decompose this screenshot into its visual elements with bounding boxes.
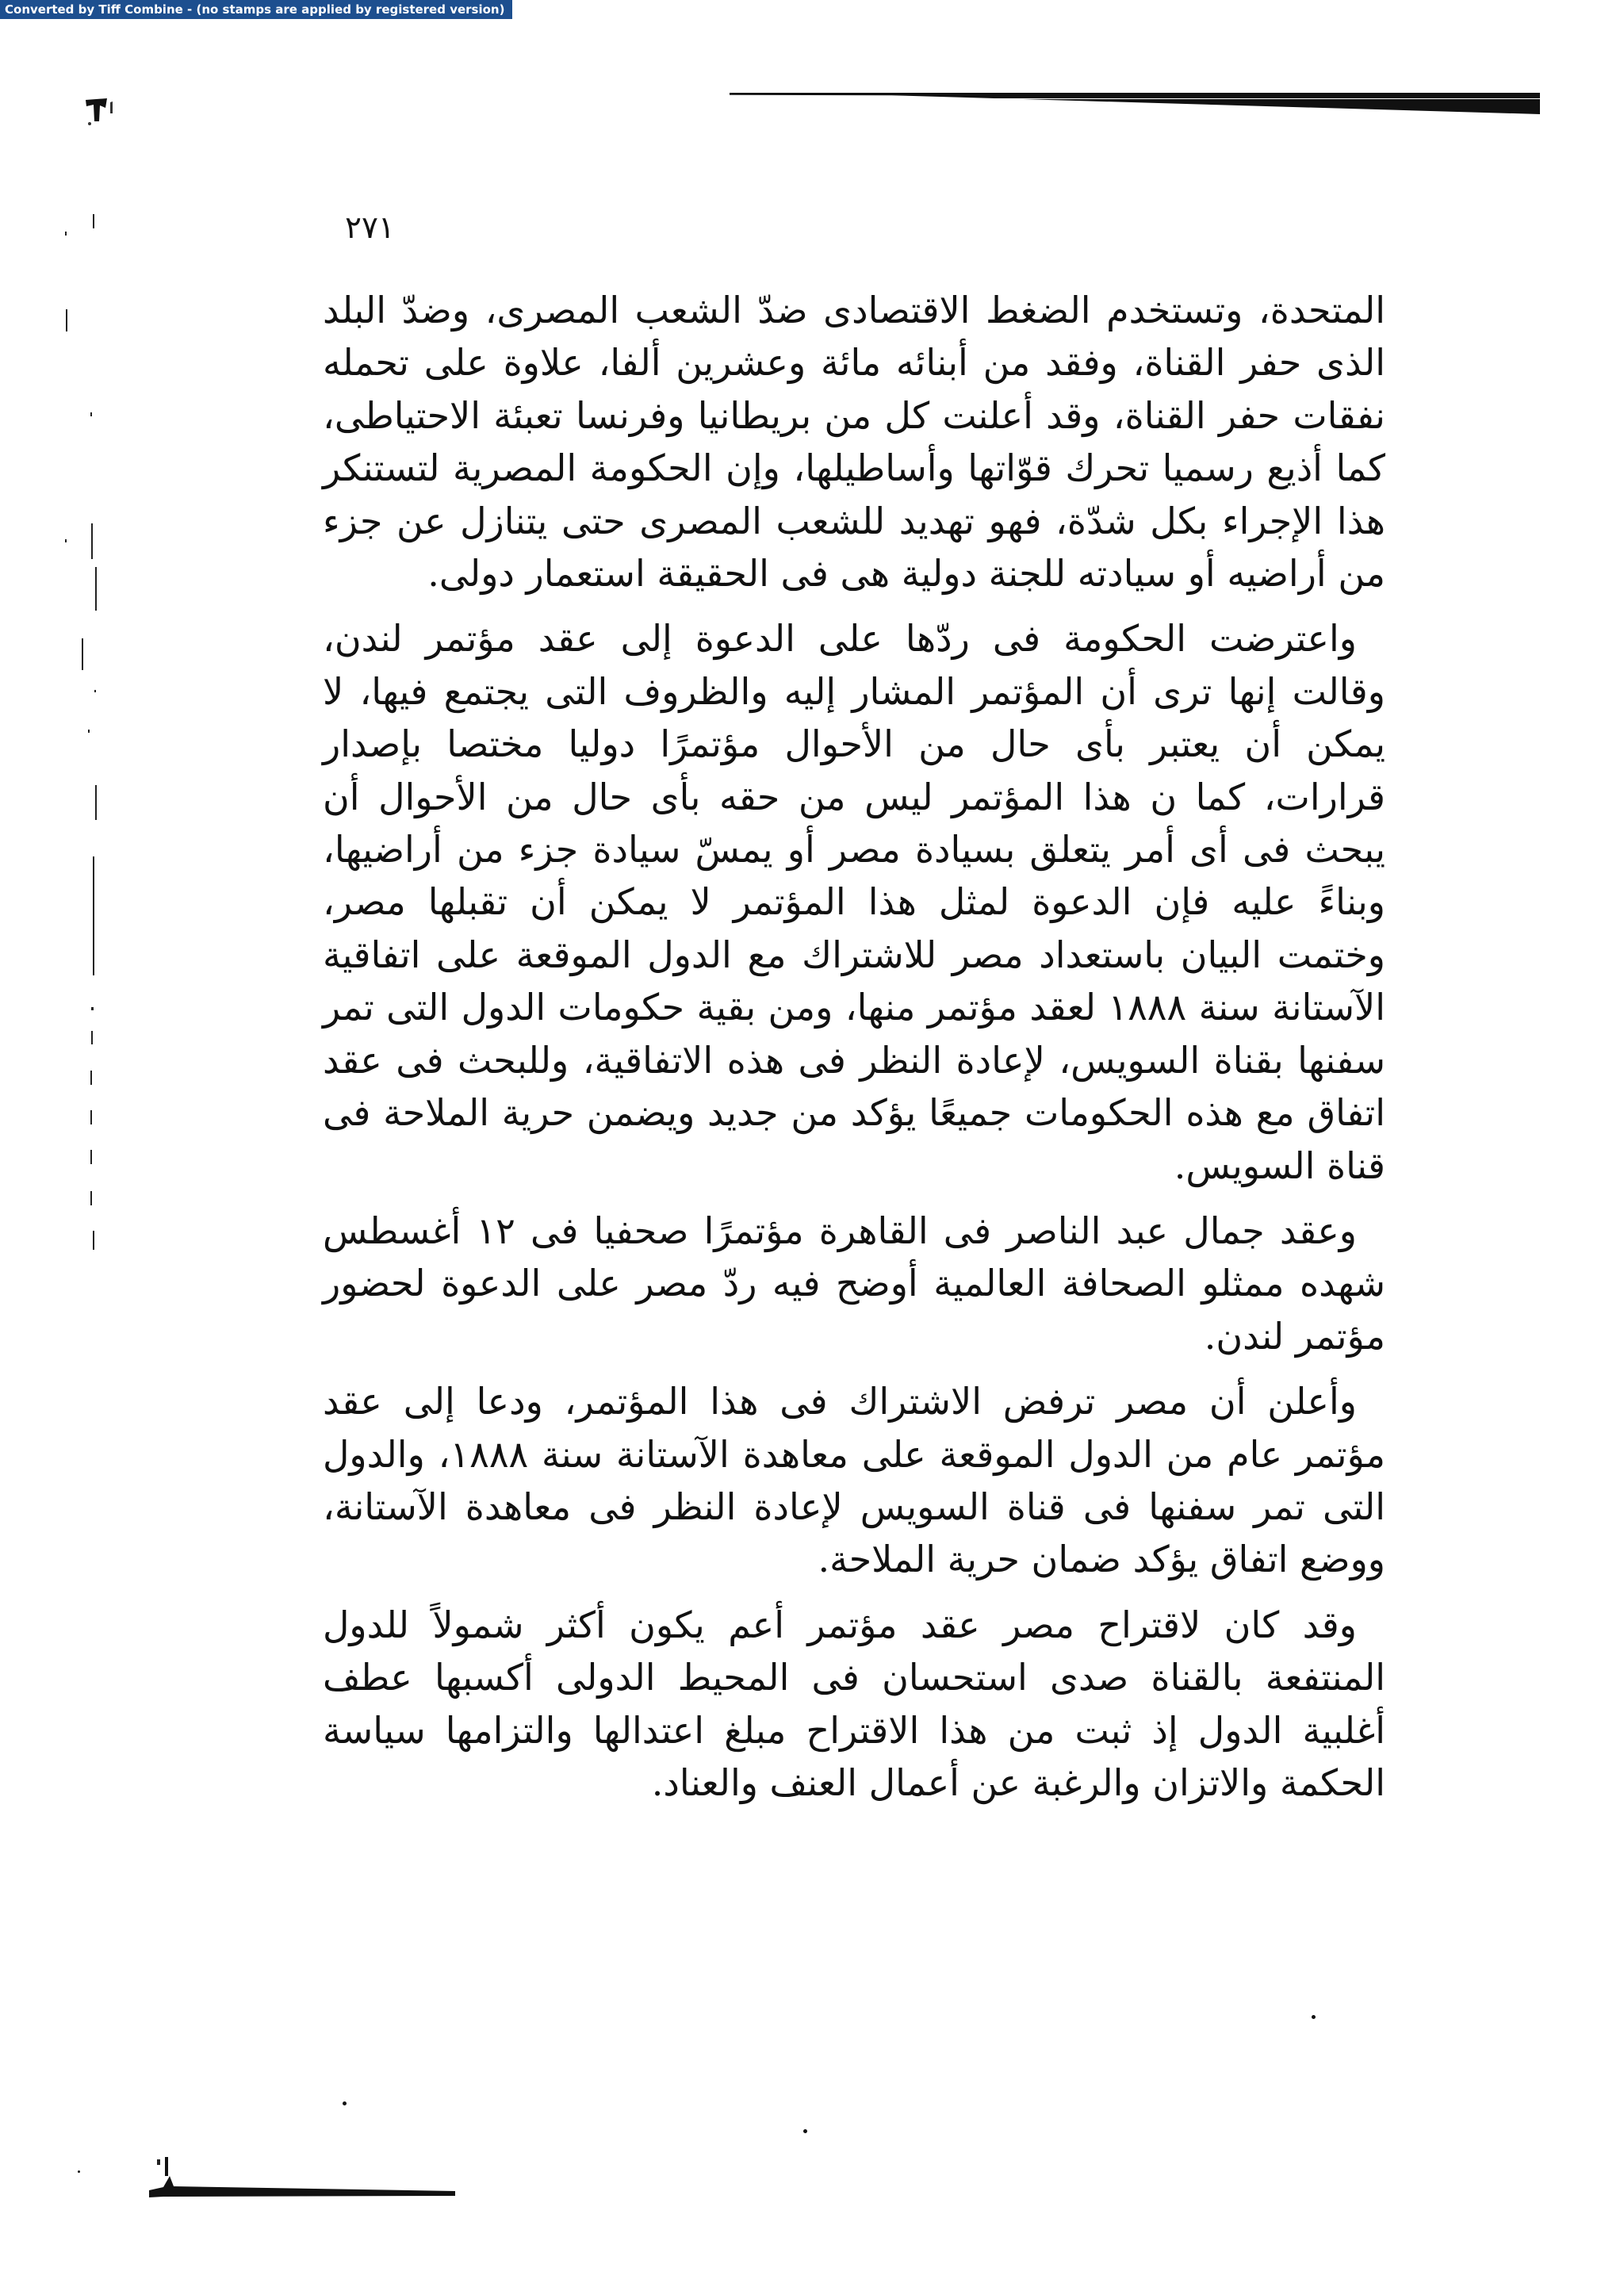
paragraph: المتحدة، وتستخدم الضغط الاقتصادى ضدّ الشعب المصرى، وضدّ البلد الذى حفر القناة، وفقد من أبنائه مائة وعشرين ألفا، علاوة على تحمله نفقات حفر القناة، وقد أعلنت كل من بريطانيا وفرنسا تعبئة الاحتياطى، كما أذيع رسميا تحرك قوّاتها وأساطيلها، وإن الحكومة المصرية لتستنكر هذا الإجراء بكل شدّة، فهو تهديد للشعب المصرى حتى يتنازل عن جزء من أراضيه أو سيادته للجنة دولية هى فى الحقيقة استعمار دولى. xyxy=(323,289,1385,596)
paragraph: واعترضت الحكومة فى ردّها على الدعوة إلى عقد مؤتمر لندن، وقالت إنها ترى أن المؤتمر المشار إليه والظروف التى يجتمع فيها، لا يمكن أن يعتبر بأى حال من الأحوال مؤتمرًا دوليا مختصا بإصدار قرارات، كما ن هذا المؤتمر ليس من حقه بأى حال من الأحوال أن يبحث فى أى أمر يتعلق بسيادة مصر أو يمسّ سيادة جزء من أراضيها، وبناءً عليه فإن الدعوة لمثل هذا المؤتمر لا يمكن أن تقبلها مصر، وختمت البيان باستعداد مصر للاشتراك مع الدول الموقعة على اتفاقية الآستانة سنة ١٨٨٨ لعقد مؤتمر منها، ومن بقية حكومات الدول التى تمر سفنها بقناة السويس، لإعادة النظر فى هذه الاتفاقية، وللبحث فى عقد اتفاق مع هذه الحكومات جميعًا يؤكد من جديد ويضمن حرية الملاحة فى قناة السويس. xyxy=(323,617,1385,1187)
page-body xyxy=(323,284,1385,1809)
bottom-scan-mark xyxy=(149,2157,455,2200)
left-margin-specks xyxy=(57,214,101,1721)
scan-dot xyxy=(803,2129,807,2133)
top-rule xyxy=(730,93,1540,114)
conversion-banner: Converted by Tiff Combine - (no stamps are applied by registered version) xyxy=(0,0,512,19)
scan-dot xyxy=(343,2101,347,2105)
page-number: ٢٧١ xyxy=(345,210,395,246)
scan-dot xyxy=(1312,2015,1316,2019)
paragraph: وعقد جمال عبد الناصر فى القاهرة مؤتمرًا صحفيا فى ١٢ أغسطس شهده ممثلو الصحافة العالمية أوضح فيه ردّ مصر على الدعوة لحضور مؤتمر لندن. xyxy=(323,1209,1385,1358)
page-corner-mark xyxy=(81,94,116,128)
paragraph: وقد كان لاقتراح مصر عقد مؤتمر أعم يكون أكثر شمولاً للدول المنتفعة بالقناة صدى استحسان فى المحيط الدولى أكسبها عطف أغلبية الدول إذ ثبت من هذا الاقتراح مبلغ اعتدالها والتزامها سياسة الحكمة والاتزان والرغبة عن أعمال العنف والعناد. xyxy=(323,1603,1385,1804)
scan-dot xyxy=(78,2170,80,2173)
paragraph: وأعلن أن مصر ترفض الاشتراك فى هذا المؤتمر، ودعا إلى عقد مؤتمر عام من الدول الموقعة على معاهدة الآستانة سنة ١٨٨٨، والدول التى تمر سفنها فى قناة السويس لإعادة النظر فى معاهدة الآستانة، ووضع اتفاق يؤكد ضمان حرية الملاحة. xyxy=(323,1380,1385,1581)
